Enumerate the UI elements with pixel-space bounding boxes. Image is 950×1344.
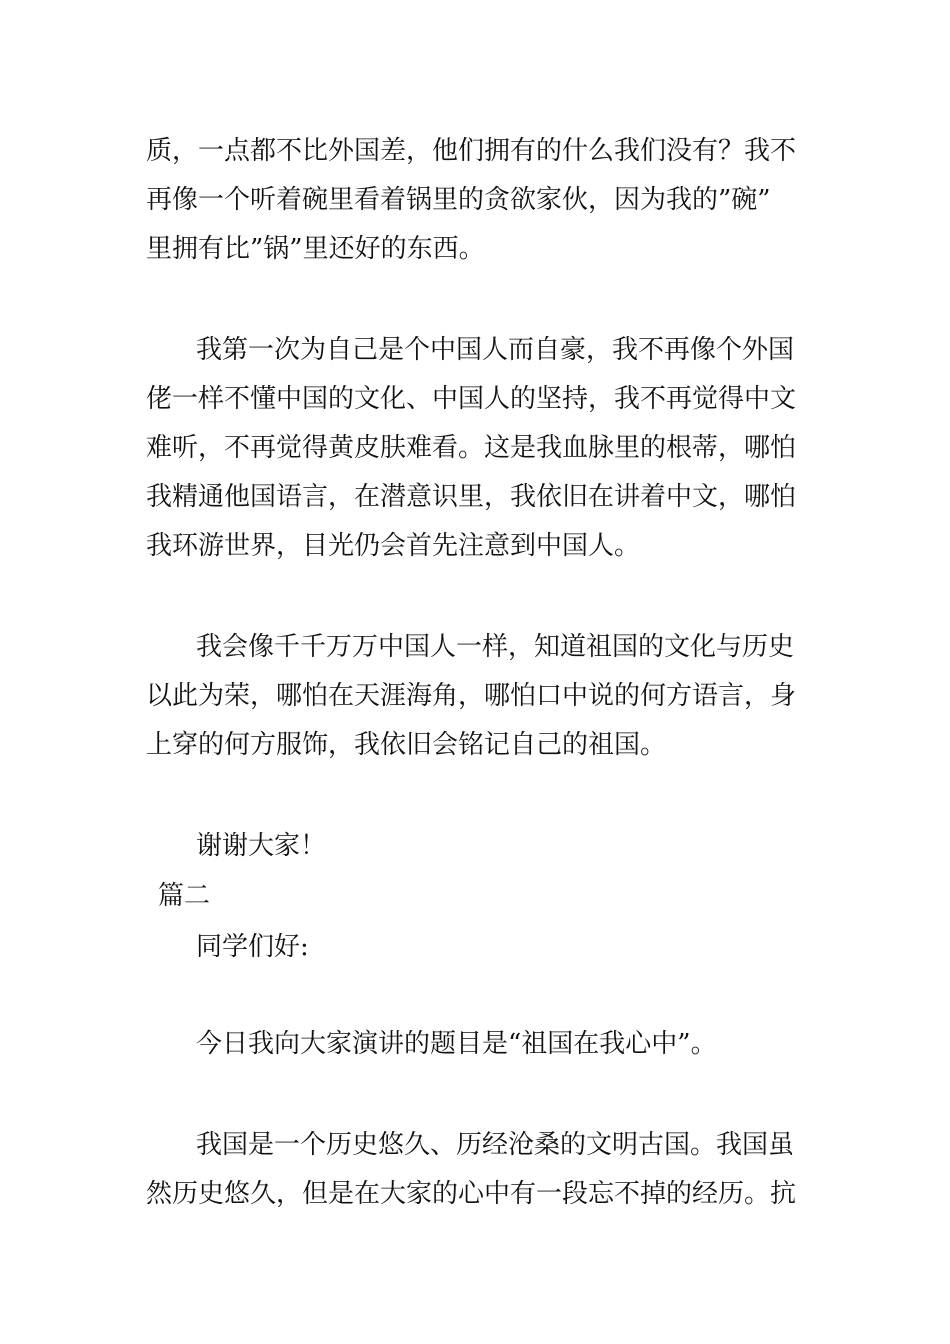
text-line: 以此为荣，哪怕在天涯海角，哪怕口中说的何方语言，身 xyxy=(146,681,797,711)
text-line: 难听，不再觉得黄皮肤难看。这是我血脉里的根蒂，哪怕 xyxy=(146,433,797,463)
text-line: 我会像千千万万中国人一样，知道祖国的文化与历史 xyxy=(196,632,795,662)
closing-line: 谢谢大家！ xyxy=(196,831,327,861)
text-line: 我国是一个历史悠久、历经沧桑的文明古国。我国虽 xyxy=(196,1130,795,1160)
greeting-line: 同学们好: xyxy=(196,932,309,962)
text-line: 再像一个听着碗里看着锅里的贪欲家伙，因为我的”碗” xyxy=(146,185,771,215)
text-line: 里拥有比”锅”里还好的东西。 xyxy=(146,234,485,264)
text-line: 上穿的何方服饰，我依旧会铭记自己的祖国。 xyxy=(146,730,667,760)
text-line: 佬一样不懂中国的文化、中国人的坚持，我不再觉得中文 xyxy=(146,384,797,414)
text-line: 然历史悠久，但是在大家的心中有一段忘不掉的经历。抗 xyxy=(146,1179,797,1209)
text-line: 质，一点都不比外国差，他们拥有的什么我们没有？我不 xyxy=(146,136,797,166)
text-line: 我精通他国语言，在潜意识里，我依旧在讲着中文，哪怕 xyxy=(146,482,797,512)
text-line: 今日我向大家演讲的题目是“祖国在我心中”。 xyxy=(196,1029,717,1059)
text-line: 我环游世界，目光仍会首先注意到中国人。 xyxy=(146,531,641,561)
text-line: 我第一次为自己是个中国人而自豪，我不再像个外国 xyxy=(196,335,795,365)
section-heading: 篇二 xyxy=(158,881,211,911)
